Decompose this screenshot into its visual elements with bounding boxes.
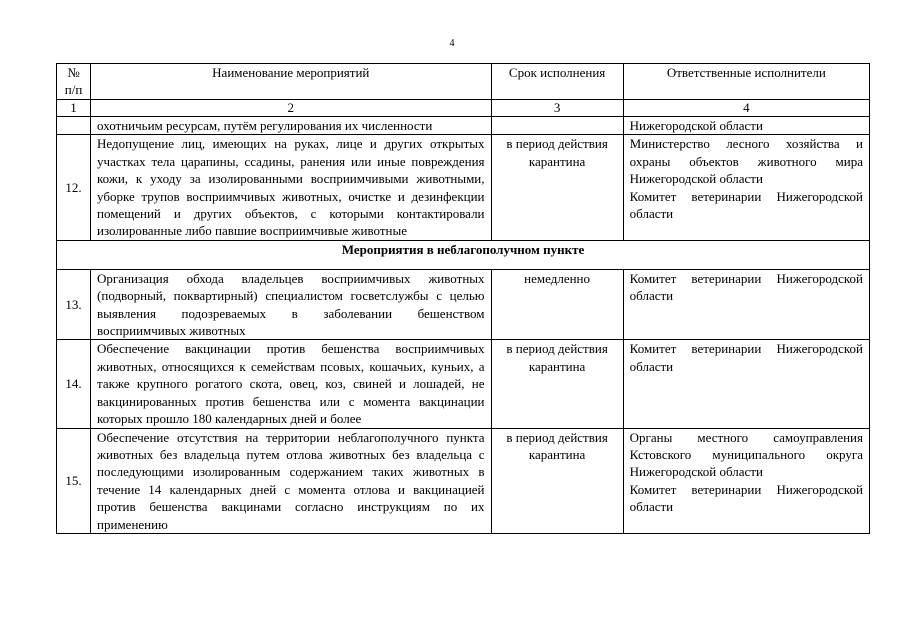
column-number-1: 1	[57, 100, 91, 117]
executors-cell	[623, 428, 869, 533]
deadline-text: в период действия карантина	[491, 135, 623, 240]
row-number: 13.	[57, 269, 91, 340]
deadline-text: в период действия карантина	[491, 340, 623, 428]
deadline-text: в период действия карантина	[491, 428, 623, 533]
deadline-empty	[491, 117, 623, 135]
header-executors: Ответственные исполнители	[623, 64, 869, 100]
section-header-row	[57, 240, 870, 269]
executor-ministry: Министерство лесного хозяйства и охраны объектов животного мира Нижегородской области	[629, 136, 863, 187]
column-numbers-row	[57, 100, 870, 117]
page-number: 4	[449, 38, 455, 49]
section-title: Мероприятия в неблагополучном пункте	[57, 240, 870, 269]
column-number-2: 2	[91, 100, 491, 117]
measure-text: Обеспечение отсутствия на территории неблагополучного пункта животных без владельца путем отлова животных без владельца с последующими изолированным содержанием таких животных в течение 14 календарных дней с момента отлова и вакцинацией против бешенства вакцинами согласно инструкциям по их применению	[91, 428, 491, 533]
measure-text: Недопущение лиц, имеющих на руках, лице и других открытых участках тела царапины, ссадины, ранения или иные повреждения кожи, к уходу за изолированными восприимчивыми животными, уборке трупов восприимчивых животных, очистке и дезинфекции помещений и других объектов, с которыми контактировали изолированные либо павшие восприимчивые животные	[91, 135, 491, 240]
table-header-row	[57, 64, 870, 100]
header-measure: Наименование мероприятий	[91, 64, 491, 100]
table-row-14	[57, 340, 870, 428]
executors-cell	[623, 135, 869, 240]
header-deadline: Срок исполнения	[491, 64, 623, 100]
executors-cell	[623, 340, 869, 428]
measure-text: Организация обхода владельцев восприимчивых животных (подворный, поквартирный) специалистом госветслужбы с целью выявления подозреваемых в заболевании бешенством восприимчивых животных	[91, 269, 491, 340]
table-row-13	[57, 269, 870, 340]
column-number-3: 3	[491, 100, 623, 117]
table-row-15	[57, 428, 870, 533]
executors-continuation: Нижегородской области	[623, 117, 869, 135]
row-number: 15.	[57, 428, 91, 533]
deadline-text: немедленно	[491, 269, 623, 340]
executor-committee: Комитет ветеринарии Нижегородской области	[629, 188, 863, 222]
measures-table	[56, 63, 870, 534]
header-number: № п/п	[57, 64, 91, 100]
table-row-12	[57, 135, 870, 240]
row-number: 12.	[57, 135, 91, 240]
executor-committee: Комитет ветеринарии Нижегородской области	[629, 481, 863, 515]
table-row-continuation	[57, 117, 870, 135]
row-number-empty	[57, 117, 91, 135]
executor-local-government: Органы местного самоуправления Кстовского муниципального округа Нижегородской области	[629, 429, 863, 480]
executors-cell	[623, 269, 869, 340]
executor-committee: Комитет ветеринарии Нижегородской области	[629, 341, 863, 374]
measure-continuation: охотничьим ресурсам, путём регулирования их численности	[91, 117, 491, 135]
executor-committee: Комитет ветеринарии Нижегородской области	[629, 270, 863, 304]
row-number: 14.	[57, 340, 91, 428]
column-number-4: 4	[623, 100, 869, 117]
measure-text: Обеспечение вакцинации против бешенства восприимчивых животных, относящихся к семействам псовых, кошачьих, куньих, а также крупного рогатого скота, овец, коз, свиней и лошадей, не вакцинированных против бешенства или с момента вакцинации которых прошло 180 календарных дней и более	[91, 340, 491, 428]
